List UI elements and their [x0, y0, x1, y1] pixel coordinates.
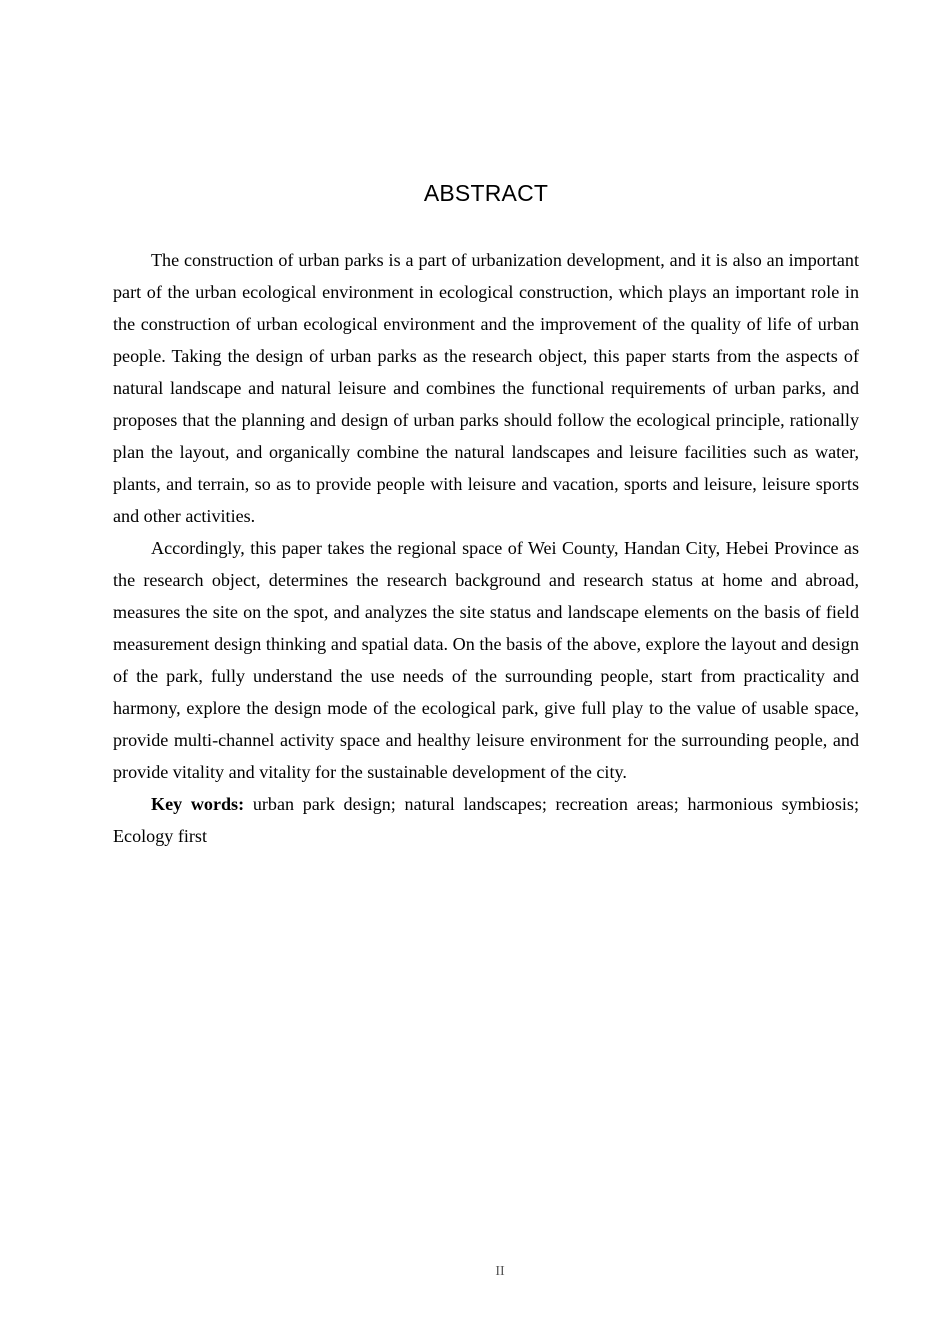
keywords-text: urban park design; natural landscapes; recreation areas; harmonious symbiosis; Ecology first [113, 794, 859, 846]
keywords-label: Key words: [151, 794, 245, 814]
abstract-body [113, 244, 859, 852]
abstract-paragraph-2: Accordingly, this paper takes the regional space of Wei County, Handan City, Hebei Province as the research object, determines the research background and research status at home and abroad, measures the site on the spot, and analyzes the site status and landscape elements on the basis of field measurement design thinking and spatial data. On the basis of the above, explore the layout and design of the park, fully understand the use needs of the surrounding people, start from practicality and harmony, explore the design mode of the ecological park, give full play to the value of usable space, provide multi-channel activity space and healthy leisure environment for the surrounding people, and provide vitality and vitality for the sustainable development of the city. [113, 538, 859, 782]
abstract-title: ABSTRACT [423, 180, 549, 206]
keywords-paragraph [113, 788, 859, 852]
abstract-paragraph-1: The construction of urban parks is a part of urbanization development, and it is also an important part of the urban ecological environment in ecological construction, which plays an important role in the construction of urban ecological environment and the improvement of the quality of life of urban people. Taking the design of urban parks as the research object, this paper starts from the aspects of natural landscape and natural leisure and combines the functional requirements of urban parks, and proposes that the planning and design of urban parks should follow the ecological principle, rationally plan the layout, and organically combine the natural landscapes and leisure facilities such as water, plants, and terrain, so as to provide people with leisure and vacation, sports and leisure, leisure sports and other activities. [113, 250, 859, 526]
page-number: II [495, 1264, 505, 1279]
